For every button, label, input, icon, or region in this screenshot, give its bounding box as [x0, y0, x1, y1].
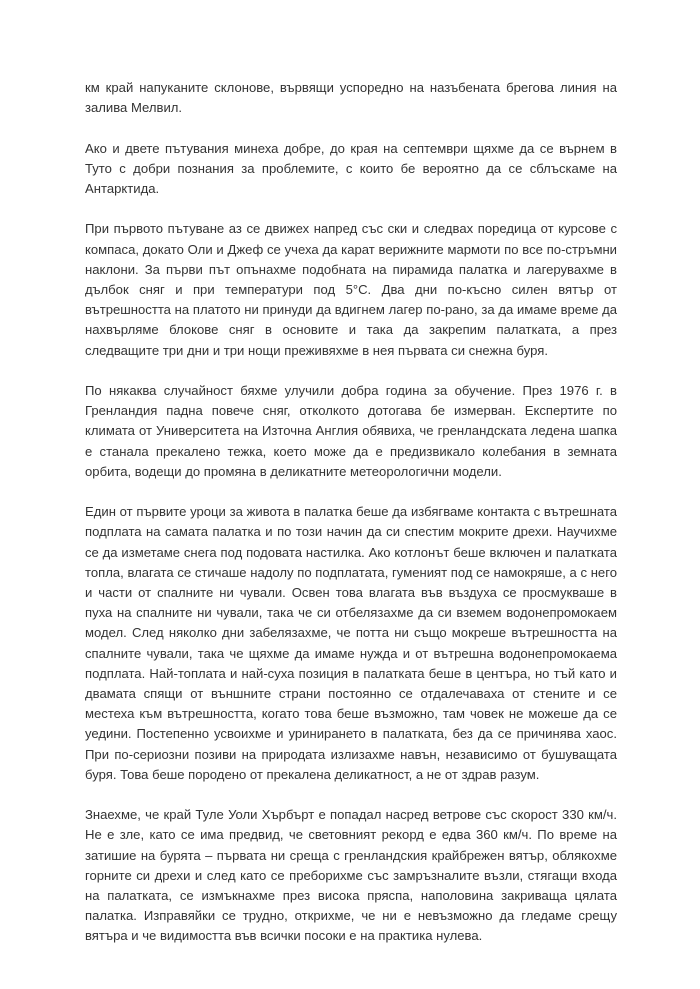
document-page — [85, 78, 617, 947]
paragraph: Знаехме, че край Туле Уоли Хърбърт е попадал насред ветрове със скорост 330 км/ч. Не е зле, като се има предвид, че световният рекорд е едва 360 км/ч. По време на затишие на бурята – първата ни среща с гренландския крайбрежен вятър, облякохме горните си дрехи и след като се преборихме със замръзналите възли, стягащи входа на палатката, се измъкнахме през висока пряспа, наполовина закриваща цялата палатка. Изправяйки се трудно, открихме, че ни е невъзможно да гледаме срещу вятъра и че видимостта във всички посоки е на практика нулева. — [85, 807, 617, 944]
paragraph: км край напуканите склонове, вървящи успоредно на назъбената брегова линия на залива Мелвил. — [85, 80, 617, 116]
paragraph: При първото пътуване аз се движех напред със ски и следвах поредица от курсове с компаса, докато Оли и Джеф се учеха да карат верижните мармоти по все по-стръмни наклони. За първи път опънахме подобната на пирамида палатка и лагерувахме в дълбок сняг и при температури под 5°C. Два дни по-късно силен вятър от вътрешността на платото ни принуди да вдигнем лагер по-рано, за да имаме време да нахвърляме блокове сняг в основите и така да закрепим палатката, а през следващите три дни и три нощи преживяхме в нея първата си снежна буря. — [85, 221, 617, 358]
paragraph: Ако и двете пътувания минеха добре, до края на септември щяхме да се върнем в Туто с добри познания за проблемите, с които бе вероятно да се сблъскаме на Антарктида. — [85, 140, 617, 196]
paragraph: Един от първите уроци за живота в палатка беше да избягваме контакта с вътрешната подплата на самата палатка и по този начин да си спестим мокрите дрехи. Научихме се да изметаме снега под подовата настилка. Ако котлонът беше включен и палатката топла, влагата се стичаше надолу по подплатата, гуменият под се намокряше, а с него и части от спалните ни чували. Освен това влагата във въздуха се просмукваше в пуха на спалните ни чували, така че си отбелязахме да си вземем водонепромокаем модел. След няколко дни забелязахме, че потта ни също мокреше вътрешността на спалните чували, така че щяхме да имаме нужда и от вътрешна водонепромокаема подплата. Най-топлата и най-суха позиция в палатката беше в центъра, но тъй като и двамата спящи от външните страни постоянно се отдалечаваха от стените и се местеха към вътрешността, когато това беше възможно, там човек не можеше да се уедини. Постепенно усвоихме и уринирането в палатката, без да се причинява хаос. При по-сериозни позиви на природата излизахме навън, независимо от бушуващата буря. Това беше породено от прекалена деликатност, а не от здрав разум. — [85, 504, 617, 782]
paragraph: По някаква случайност бяхме улучили добра година за обучение. През 1976 г. в Гренландия падна повече сняг, отколкото дотогава бе измерван. Експертите по климата от Университета на Източна Англия обявиха, че гренландската ледена шапка е станала прекалено тежка, което може да е предизвикало колебания в земната орбита, водещи до промяна в деликатните метеорологични модели. — [85, 383, 617, 479]
